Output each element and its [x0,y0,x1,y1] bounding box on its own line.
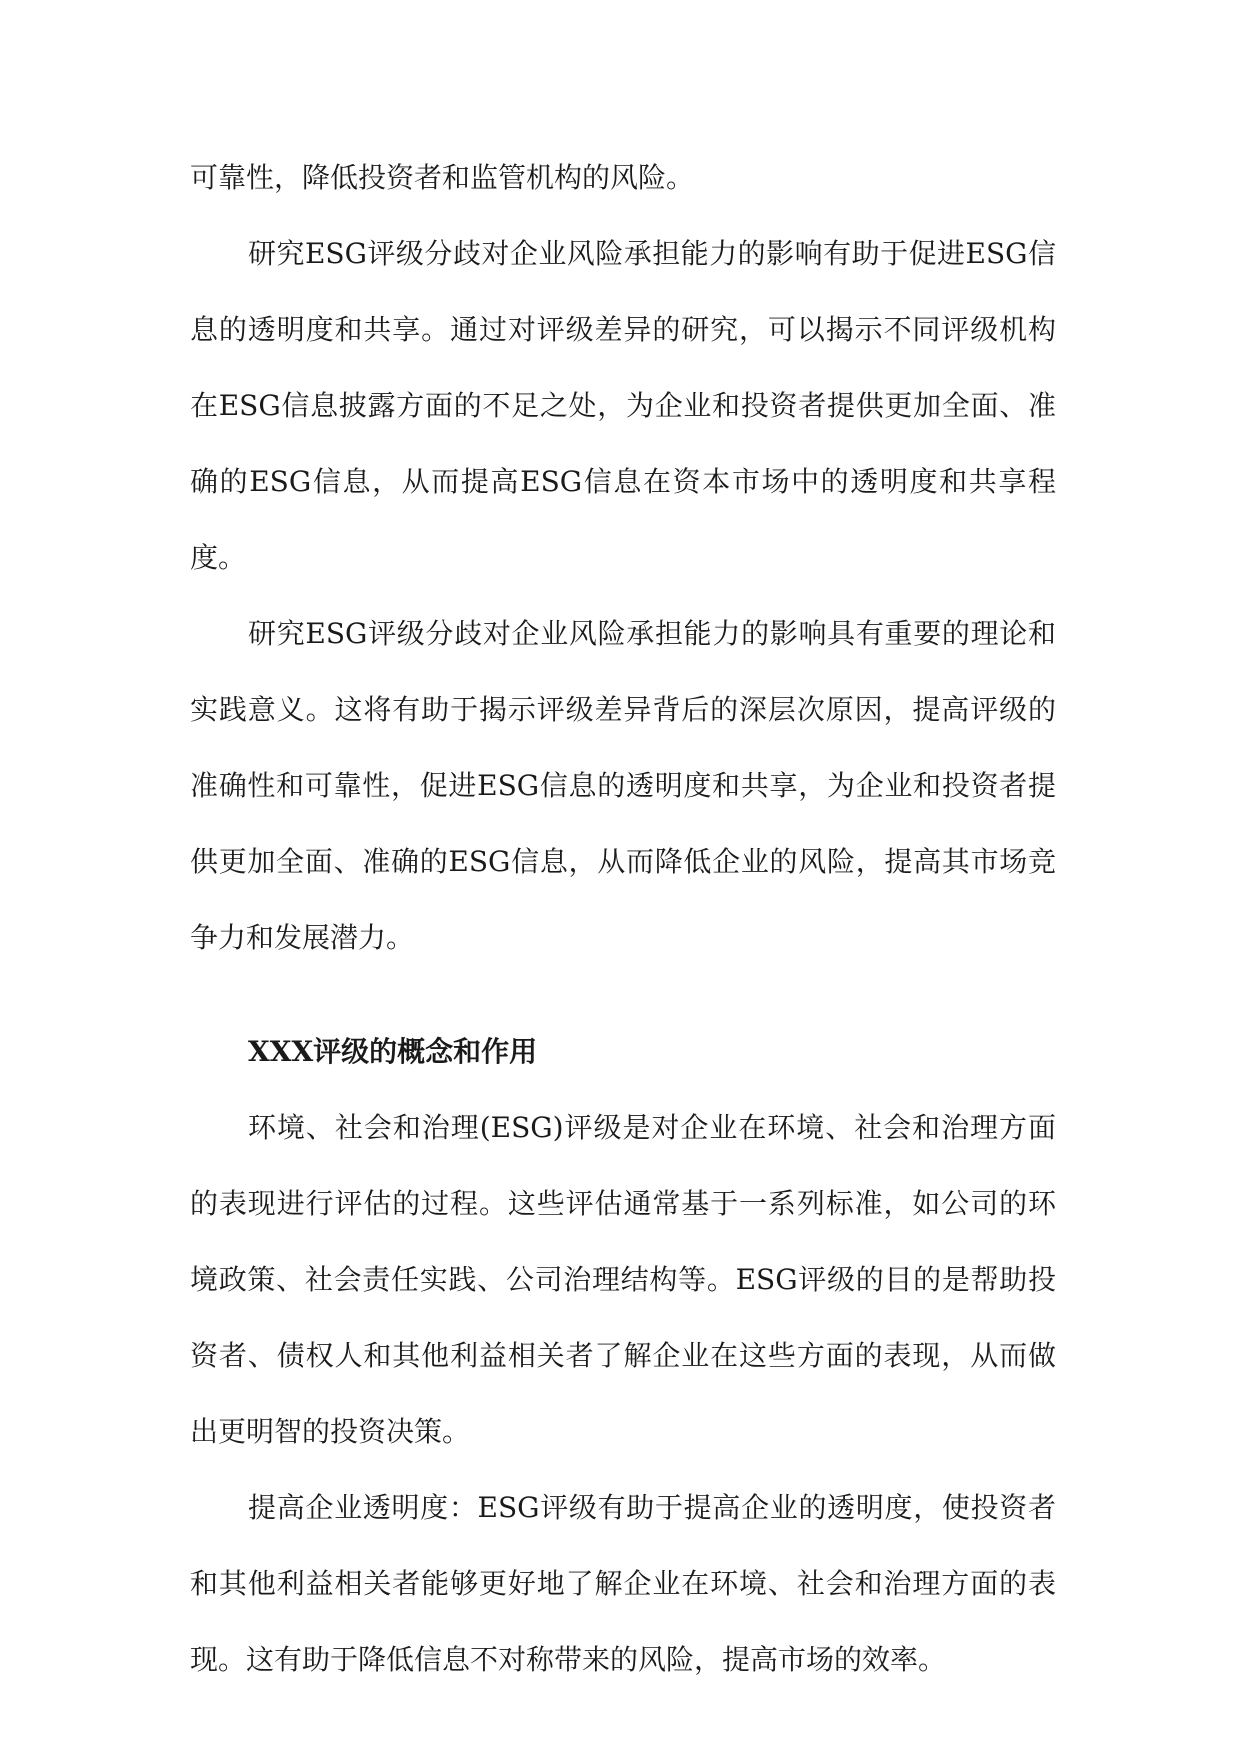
section-heading: XXX评级的概念和作用 [248,1035,538,1068]
document-body [190,140,1056,1698]
paragraph-improve-transparency: 提高企业透明度：ESG评级有助于提高企业的透明度，使投资者和其他利益相关者能够更好地了解企业在环境、社会和治理方面的表现。这有助于降低信息不对称带来的风险，提高市场的效率。 [190,1491,1056,1676]
paragraph-esg-definition: 环境、社会和治理(ESG)评级是对企业在环境、社会和治理方面的表现进行评估的过程。这些评估通常基于一系列标准，如公司的环境政策、社会责任实践、公司治理结构等。ESG评级的目的是帮助投资者、债权人和其他利益相关者了解企业在这些方面的表现，从而做出更明智的投资决策。 [190,1111,1056,1448]
paragraph-significance: 研究ESG评级分歧对企业风险承担能力的影响具有重要的理论和实践意义。这将有助于揭示评级差异背后的深层次原因，提高评级的准确性和可靠性，促进ESG信息的透明度和共享，为企业和投资者提供更加全面、准确的ESG信息，从而降低企业的风险，提高其市场竞争力和发展潜力。 [190,617,1056,954]
paragraph-transparency: 研究ESG评级分歧对企业风险承担能力的影响有助于促进ESG信息的透明度和共享。通过对评级差异的研究，可以揭示不同评级机构在ESG信息披露方面的不足之处，为企业和投资者提供更加全面、准确的ESG信息，从而提高ESG信息在资本市场中的透明度和共享程度。 [190,237,1056,574]
paragraph-continuation: 可靠性，降低投资者和监管机构的风险。 [190,161,695,194]
